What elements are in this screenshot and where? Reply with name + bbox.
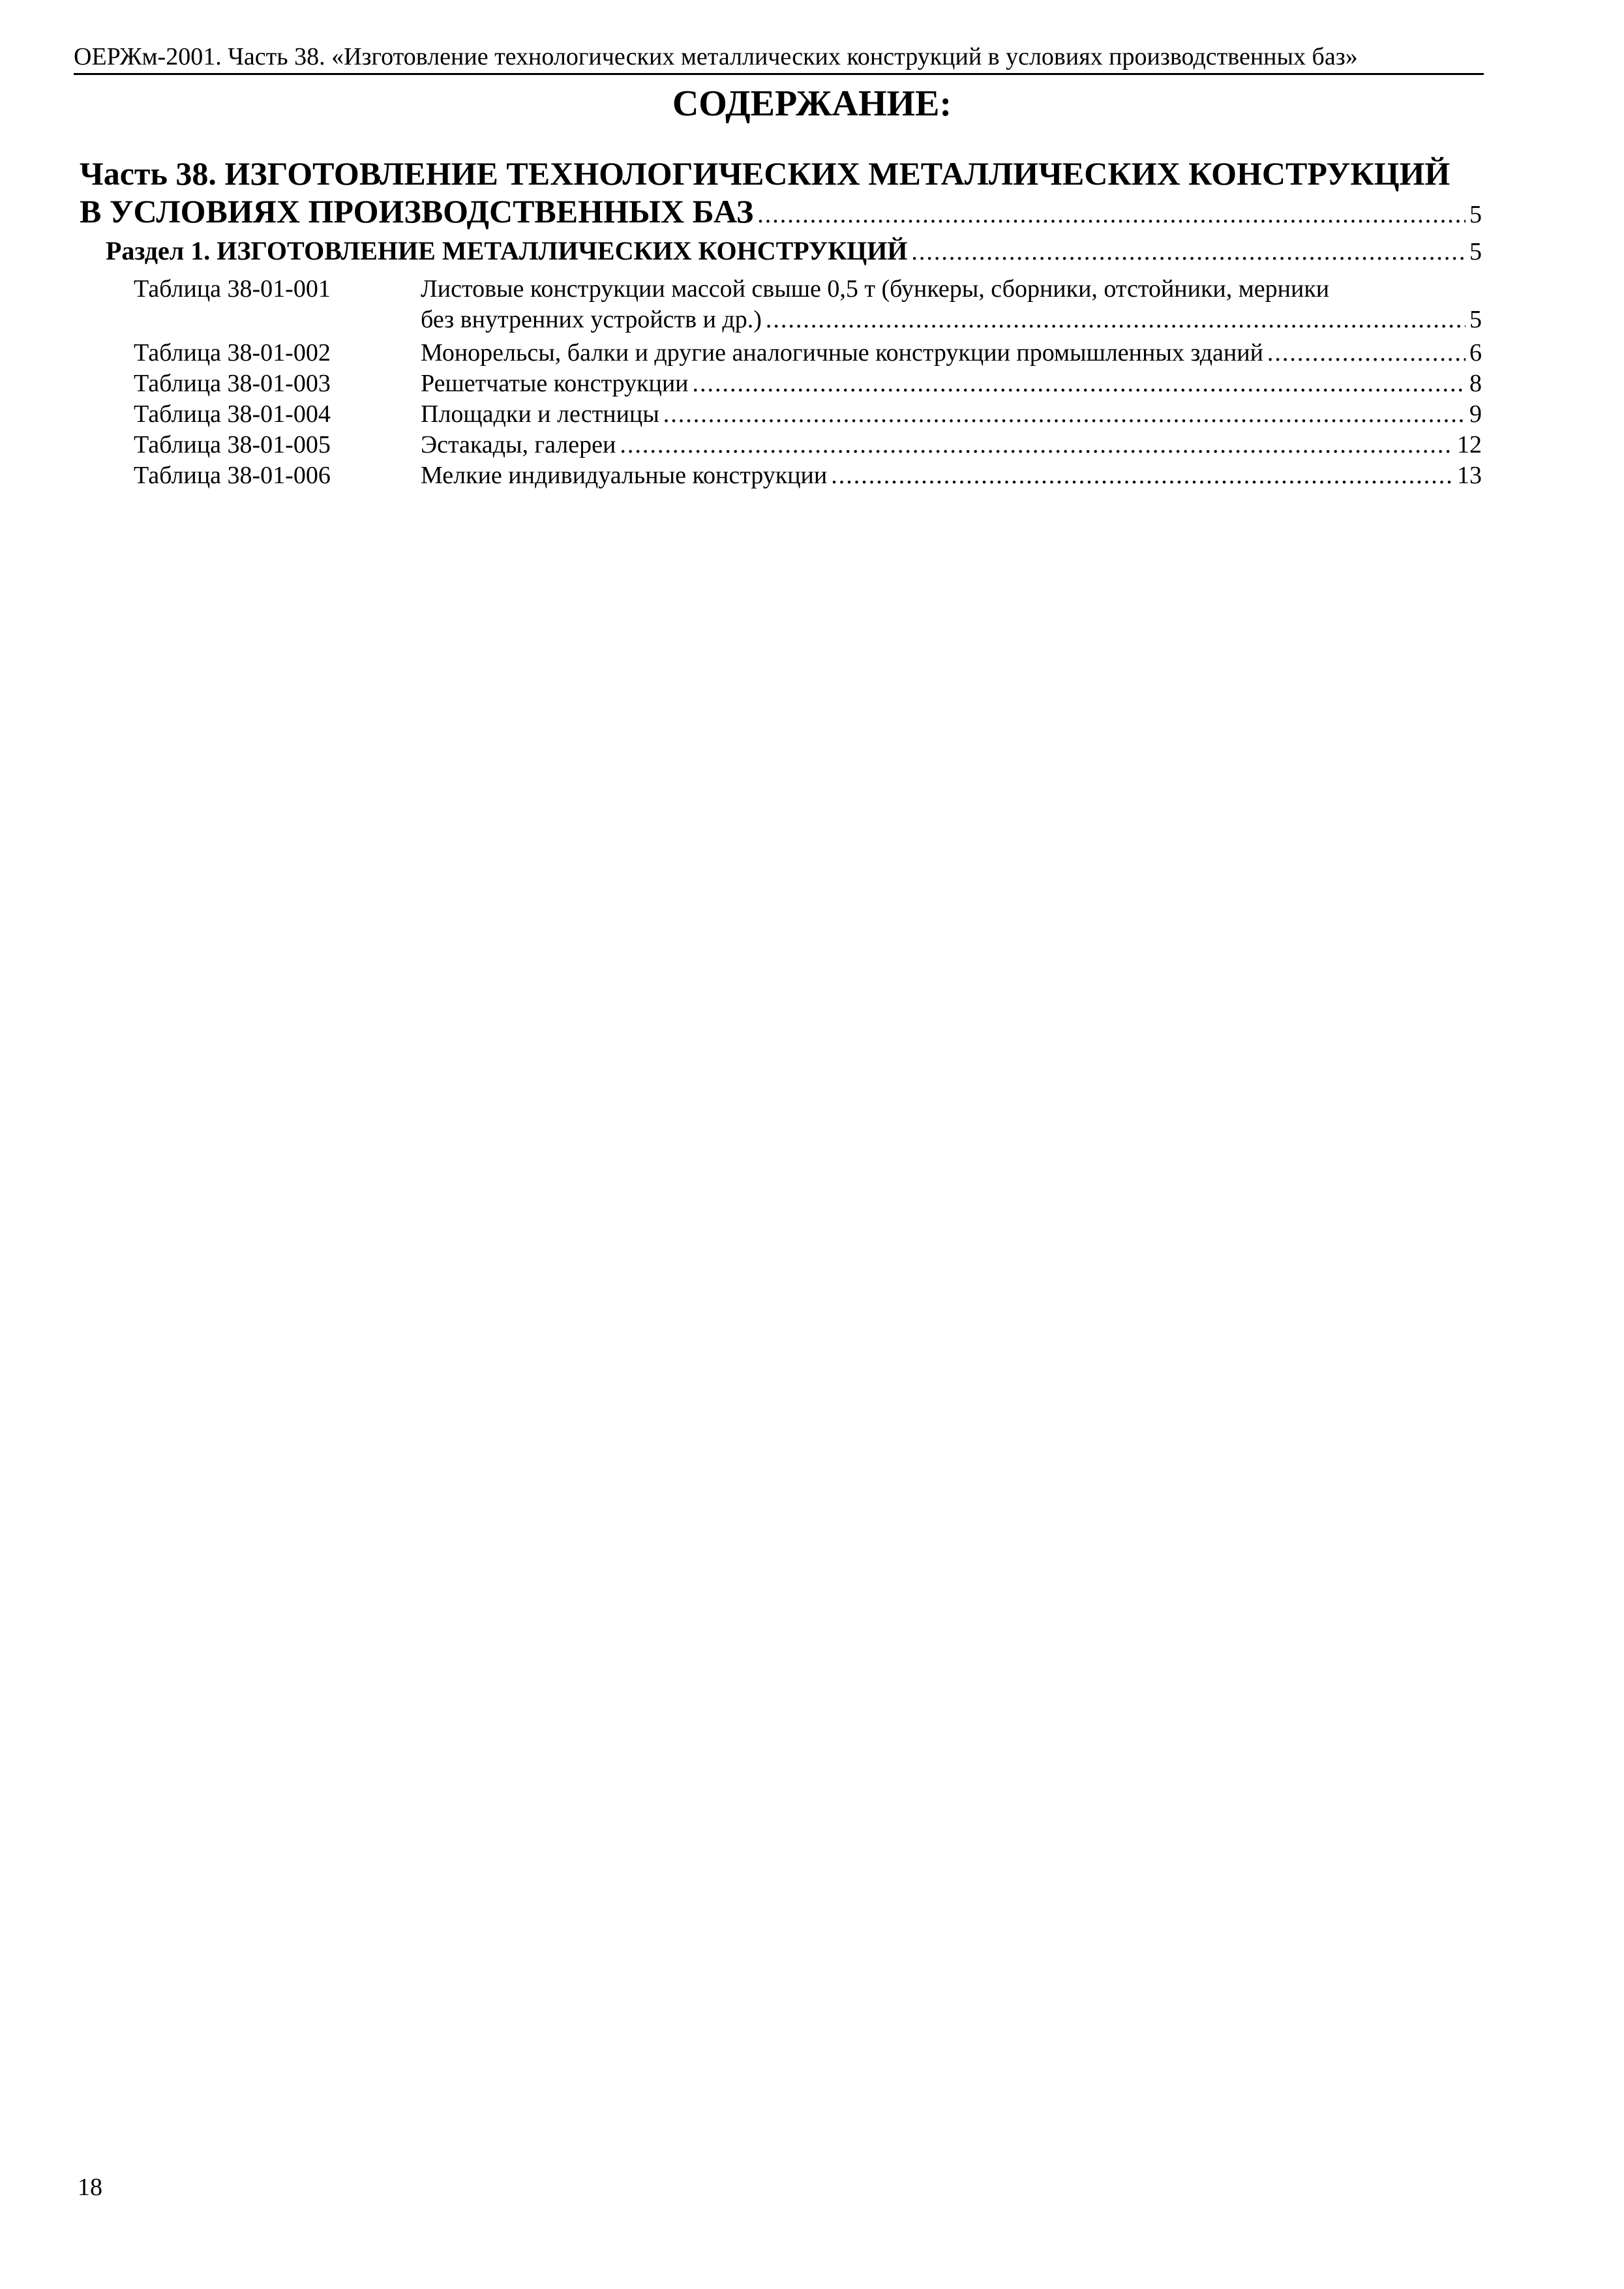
toc-table-entry[interactable] bbox=[134, 274, 1482, 335]
toc-table-page: 9 bbox=[1469, 400, 1482, 428]
toc-table-entry[interactable] bbox=[134, 460, 1482, 491]
page-number: 18 bbox=[78, 2174, 102, 2201]
toc-table-title-row bbox=[421, 305, 1482, 335]
toc-table-code: Таблица 38-01-004 bbox=[134, 400, 331, 428]
toc-table-title: Мелкие индивидуальные конструкции bbox=[421, 462, 828, 489]
toc-table-title: Эстакады, галереи bbox=[421, 431, 616, 458]
toc-table-entry[interactable] bbox=[134, 430, 1482, 460]
dot-leader bbox=[620, 430, 1453, 460]
toc-part-page: 5 bbox=[1469, 201, 1482, 228]
toc-table-title-row bbox=[421, 430, 1482, 460]
toc-table-page: 8 bbox=[1469, 370, 1482, 397]
toc-table-title-row bbox=[421, 460, 1482, 491]
dot-leader bbox=[757, 195, 1466, 234]
toc-part-title-line1[interactable]: Часть 38. ИЗГОТОВЛЕНИЕ ТЕХНОЛОГИЧЕСКИХ МЕТАЛЛИЧЕСКИХ КОНСТРУКЦИЙ bbox=[80, 155, 1451, 192]
page-title: СОДЕРЖАНИЕ: bbox=[672, 83, 952, 124]
toc-table-description bbox=[421, 460, 1482, 491]
running-header: ОЕРЖм-2001. Часть 38. «Изготовление технологических металлических конструкций в условиях производственных баз» bbox=[74, 40, 1484, 75]
toc-table-title: Решетчатые конструкции bbox=[421, 370, 689, 397]
dot-leader bbox=[1267, 338, 1466, 368]
toc-section-entry[interactable] bbox=[106, 235, 1482, 268]
toc-table-entry[interactable] bbox=[134, 368, 1482, 399]
toc-part-entry[interactable] bbox=[80, 192, 1482, 234]
toc-table-description bbox=[421, 368, 1482, 399]
toc-table-page: 13 bbox=[1457, 462, 1482, 489]
toc-part-title-line2: В УСЛОВИЯХ ПРОИЗВОДСТВЕННЫХ БАЗ bbox=[80, 193, 754, 230]
toc-table-page: 5 bbox=[1469, 306, 1482, 333]
toc-table-page: 12 bbox=[1457, 431, 1482, 458]
toc-table-title-line2: без внутренних устройств и др.) bbox=[421, 306, 762, 333]
toc-table-title: Площадки и лестницы bbox=[421, 400, 659, 428]
toc-table-description bbox=[421, 338, 1482, 368]
toc-table-title-row bbox=[421, 399, 1482, 430]
dot-leader bbox=[766, 305, 1466, 335]
toc-table-title-line1: Листовые конструкции массой свыше 0,5 т (бункеры, сборники, отстойники, мерники bbox=[421, 275, 1330, 303]
toc-section-label: Раздел 1. ИЗГОТОВЛЕНИЕ МЕТАЛЛИЧЕСКИХ КОНСТРУКЦИЙ bbox=[106, 236, 908, 265]
toc-table-page: 6 bbox=[1469, 339, 1482, 367]
toc-table-description bbox=[421, 430, 1482, 460]
toc-table-code: Таблица 38-01-003 bbox=[134, 370, 331, 397]
dot-leader bbox=[831, 460, 1453, 491]
toc-table-description bbox=[421, 399, 1482, 430]
toc-table-code: Таблица 38-01-002 bbox=[134, 339, 331, 367]
dot-leader bbox=[663, 399, 1466, 430]
toc-table-code: Таблица 38-01-006 bbox=[134, 462, 331, 489]
toc-table-code: Таблица 38-01-001 bbox=[134, 275, 331, 303]
toc-table-entry[interactable] bbox=[134, 399, 1482, 430]
toc-table-entry[interactable] bbox=[134, 338, 1482, 368]
toc-table-description bbox=[421, 274, 1482, 335]
toc-section-page: 5 bbox=[1469, 238, 1482, 265]
toc-table-code: Таблица 38-01-005 bbox=[134, 431, 331, 458]
dot-leader bbox=[911, 235, 1466, 268]
toc-table-title: Монорельсы, балки и другие аналогичные конструкции промышленных зданий bbox=[421, 339, 1263, 367]
toc-table-title-row bbox=[421, 368, 1482, 399]
dot-leader bbox=[693, 368, 1466, 399]
toc-table-title-row bbox=[421, 338, 1482, 368]
